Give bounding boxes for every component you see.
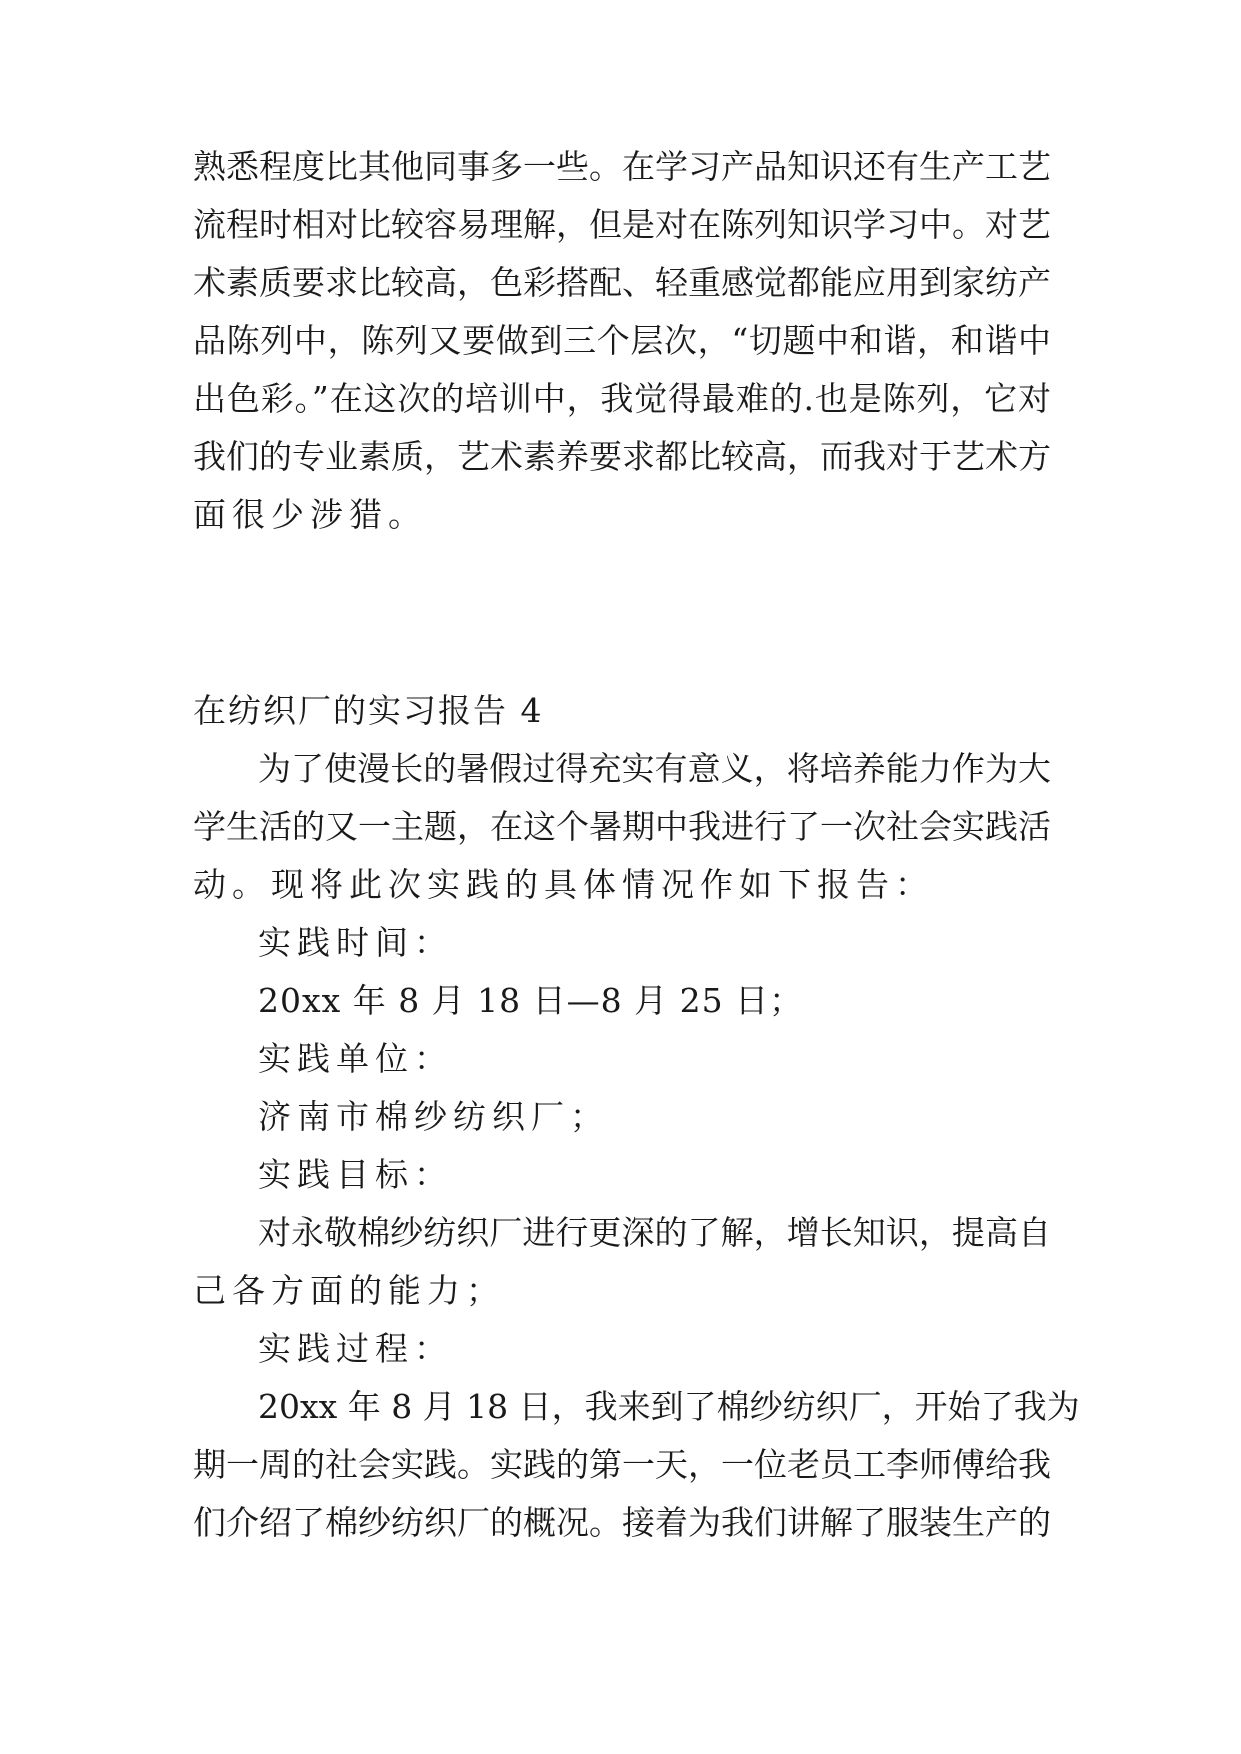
goal-label: 实践目标：	[258, 1155, 453, 1194]
unit-value: 济南市棉纱纺织厂；	[258, 1097, 609, 1136]
paragraph-line: 动。现将此次实践的具体情况作如下报告：	[193, 865, 934, 904]
paragraph-line: 我们的专业素质，艺术素养要求都比较高，而我对于艺术方	[193, 437, 1051, 476]
paragraph-line: 流程时相对比较容易理解，但是对在陈列知识学习中。对艺	[193, 205, 1051, 244]
process-label: 实践过程：	[258, 1329, 453, 1368]
unit-label: 实践单位：	[258, 1039, 453, 1078]
time-label: 实践时间：	[258, 923, 453, 962]
paragraph-line: 对永敬棉纱纺织厂进行更深的了解，增长知识，提高自	[258, 1213, 1051, 1252]
paragraph-line: 们介绍了棉纱纺织厂的概况。接着为我们讲解了服装生产的	[193, 1503, 1051, 1542]
paragraph-line: 20xx 年 8 月 18 日，我来到了棉纱纺织厂，开始了我为	[258, 1387, 1080, 1426]
paragraph-line: 学生活的又一主题，在这个暑期中我进行了一次社会实践活	[193, 807, 1051, 846]
time-value: 20xx 年 8 月 18 日—8 月 25 日；	[258, 981, 804, 1020]
section-title: 在纺织厂的实习报告 4	[193, 691, 544, 730]
paragraph-line: 品陈列中，陈列又要做到三个层次，“切题中和谐，和谐中	[193, 321, 1051, 360]
paragraph-line: 熟悉程度比其他同事多一些。在学习产品知识还有生产工艺	[193, 147, 1051, 186]
paragraph-line: 期一周的社会实践。实践的第一天，一位老员工李师傅给我	[193, 1445, 1051, 1484]
paragraph-line: 出色彩。”在这次的培训中，我觉得最难的.也是陈列，它对	[193, 379, 1051, 418]
paragraph-line: 为了使漫长的暑假过得充实有意义，将培养能力作为大	[258, 749, 1051, 788]
paragraph-line: 术素质要求比较高，色彩搭配、轻重感觉都能应用到家纺产	[193, 263, 1051, 302]
paragraph-line: 面很少涉猎。	[193, 495, 427, 534]
paragraph-line: 己各方面的能力；	[193, 1271, 505, 1310]
